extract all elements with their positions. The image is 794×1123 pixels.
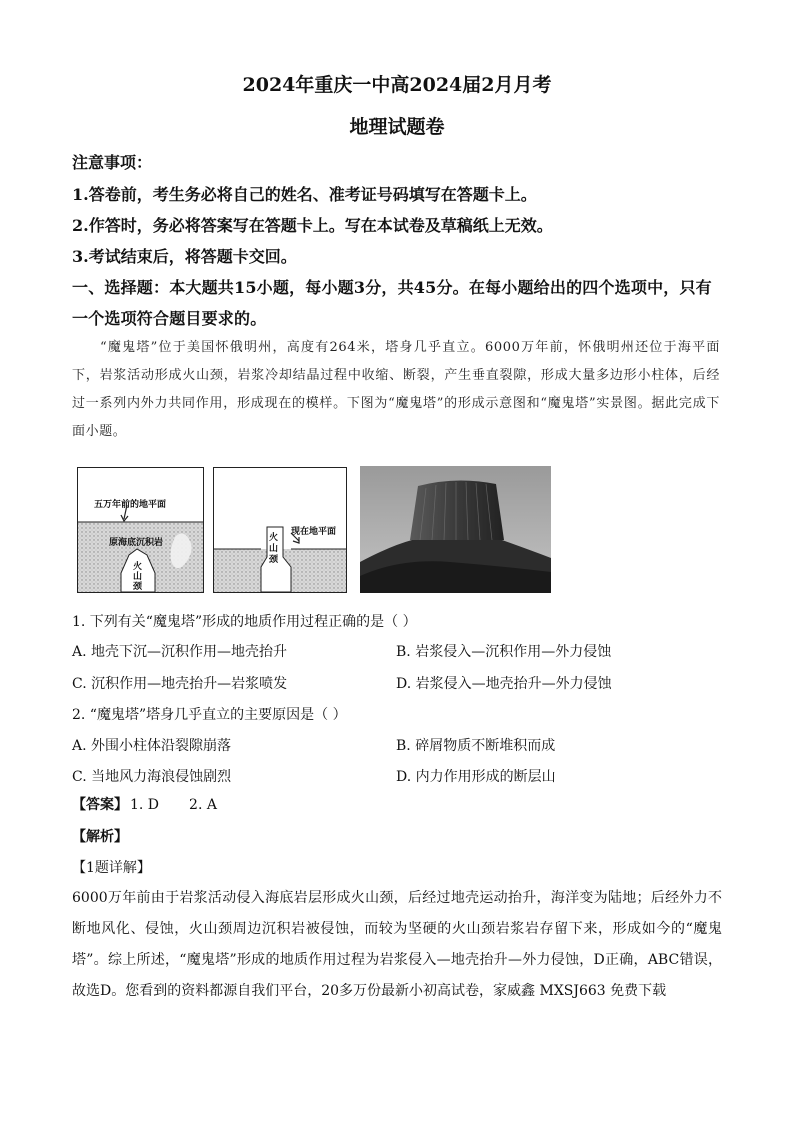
question-2-option-d[interactable]: D. 内力作用形成的断层山 <box>396 769 556 785</box>
label-neck-2a: 山 <box>133 572 143 582</box>
photo-svg <box>360 466 551 593</box>
analysis-detail-tag: 【1题详解】 <box>72 860 151 876</box>
question-1-option-a[interactable]: A. 地壳下沉—沉积作用—地壳抬升 <box>72 644 288 660</box>
section-heading-line2: 一个选项符合题目要求的。 <box>72 309 267 328</box>
devils-tower-photo <box>360 466 551 593</box>
label-neck-2b: 山 <box>269 544 279 554</box>
label-neck-1a: 火 <box>133 562 143 572</box>
label-neck-3a: 颈 <box>133 582 143 592</box>
question-2-option-b[interactable]: B. 碎屑物质不断堆积而成 <box>396 738 556 754</box>
page-title: 2024年重庆一中高2024届2月月考 <box>242 74 552 96</box>
note-item-3: 3.考试结束后，将答题卡交回。 <box>72 247 297 266</box>
answer-2: 2. A <box>189 797 217 813</box>
question-2-option-c[interactable]: C. 当地风力海浪侵蚀剧烈 <box>72 769 232 785</box>
question-1-stem: 1. 下列有关“魔鬼塔”形成的地质作用过程正确的是（ ） <box>72 614 417 630</box>
question-2-stem: 2. “魔鬼塔”塔身几乎直立的主要原因是（ ） <box>72 707 347 723</box>
passage-intro: “魔鬼塔”位于美国怀俄明州，高度有264米，塔身几乎直立。6000万年前，怀俄明州还位于海平面下，岩浆活动形成火山颈，岩浆冷却结晶过程中收缩、断裂，产生垂直裂隙，形成大量多边形小柱体，后经过一系列内外力共同作用，形成现在的模样。下图为“魔鬼塔”的形成示意图和“魔鬼塔”实景图。据此完成下面小题。 <box>72 340 720 439</box>
label-neck-3b: 颈 <box>269 555 279 565</box>
figure-panel-now-surface <box>213 467 347 593</box>
figure-panel-old-surface <box>77 467 204 593</box>
answer-tag: 【答案】 <box>72 797 128 813</box>
question-1-option-b[interactable]: B. 岩浆侵入—沉积作用—外力侵蚀 <box>396 644 612 660</box>
analysis-tag: 【解析】 <box>72 829 128 845</box>
label-sediment: 原海底沉积岩 <box>109 538 164 548</box>
label-neck-1b: 火 <box>269 533 279 543</box>
question-1-option-d[interactable]: D. 岩浆侵入—地壳抬升—外力侵蚀 <box>396 676 612 692</box>
answer-1: 1. D <box>130 797 160 813</box>
analysis-text: 6000万年前由于岩浆活动侵入海底岩层形成火山颈，后经过地壳运动抬升，海洋变为陆地；后经外力不断地风化、侵蚀，火山颈周边沉积岩被侵蚀，而较为坚硬的火山颈岩浆岩存留下来，形成如今的“魔鬼塔”。综上所述，“魔鬼塔”形成的地质作用过程为岩浆侵入—地壳抬升—外力侵蚀，D正确，ABC错误，故选D。您看到的资料都源自我们平台，20多万份最新小初高试卷，家威鑫 MXSJ663 免费下载 <box>72 890 722 999</box>
page-subtitle: 地理试题卷 <box>349 116 445 138</box>
note-item-1: 1.答卷前，考生务必将自己的姓名、准考证号码填写在答题卡上。 <box>72 185 537 204</box>
note-item-2: 2.作答时，务必将答案写在答题卡上。写在本试卷及草稿纸上无效。 <box>72 216 553 235</box>
section-heading-line1: 一、选择题：本大题共15小题，每小题3分，共45分。在每小题给出的四个选项中，只有 <box>72 278 712 297</box>
question-2-option-a[interactable]: A. 外围小柱体沿裂隙崩落 <box>72 738 232 754</box>
label-old-surface: 五万年前的地平面 <box>94 500 167 510</box>
label-now-surface: 现在地平面 <box>291 527 337 537</box>
answer-line <box>72 794 245 814</box>
notes-heading: 注意事项： <box>72 153 153 172</box>
question-1-option-c[interactable]: C. 沉积作用—地壳抬升—岩浆喷发 <box>72 676 288 692</box>
